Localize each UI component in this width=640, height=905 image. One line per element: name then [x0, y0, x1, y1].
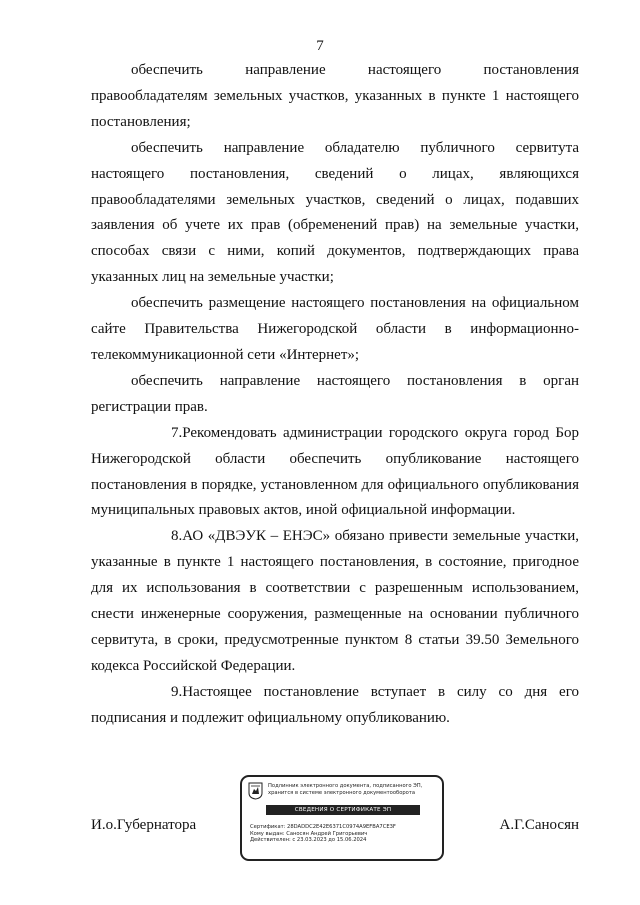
- item-number: 7.: [171, 424, 183, 441]
- paragraph-item-8: [91, 524, 579, 679]
- certificate-details: [250, 824, 440, 844]
- document-body: [91, 58, 579, 732]
- stamp-line: хранится в системе электронного документооборота: [268, 789, 416, 796]
- paragraph-text: обеспечить направление обладателю публичного сервитута настоящего постановления, сведений о лицах, являющихся правообладателями земельных участков, сведений о лицах, подавших заявления об учете их прав (обременений прав) на земельные участки, способах связи с ними, копий документов, подтверждающих права указанных лиц на земельные участки;: [91, 139, 579, 286]
- paragraph-text: обеспечить размещение настоящего постановления на официальном сайте Правительства Нижегородской области в информационно-телекоммуникационной сети «Интернет»;: [91, 295, 579, 363]
- stamp-header: [268, 783, 440, 796]
- electronic-signature-stamp: [240, 775, 444, 861]
- paragraph: [91, 369, 579, 421]
- signatory-title: И.о.Губернатора: [91, 817, 197, 833]
- coat-of-arms-icon: [248, 782, 263, 800]
- paragraph: [91, 291, 579, 369]
- paragraph-text: Рекомендовать администрации городского округа город Бор Нижегородской области обеспечить опубликование настоящего постановления в порядке, установленном для официального опубликования муниципальных правовых актов, иной официальной информации.: [91, 424, 579, 519]
- signatory-name: А.Г.Саносян: [499, 817, 579, 833]
- paragraph-text: обеспечить направление настоящего постановления правообладателям земельных участков, указанных в пункте 1 настоящего постановления;: [91, 62, 579, 130]
- paragraph-text: обеспечить направление настоящего постановления в орган регистрации прав.: [91, 372, 579, 415]
- stamp-heading: СВЕДЕНИЯ О СЕРТИФИКАТЕ ЭП: [266, 805, 420, 815]
- page-number: 7: [316, 38, 324, 54]
- paragraph-text: Настоящее постановление вступает в силу со дня его подписания и подлежит официальному опубликованию.: [91, 683, 579, 726]
- certificate-serial: Сертификат: 28DADDC2E42E6371C0974A9EFBA7CE3F: [250, 824, 396, 830]
- paragraph-text: АО «ДВЭУК – ЕНЭС» обязано привести земельные участки, указанные в пункте 1 настоящего постановления, в состояние, пригодное для их использования в соответствии с разрешенным использованием, снести инженерные сооружения, размещенные на основании публичного сервитута, в сроки, предусмотренные пунктом 8 статьи 39.50 Земельного кодекса Российской Федерации.: [91, 528, 579, 674]
- item-number: 8.: [171, 528, 183, 545]
- item-number: 9.: [171, 683, 183, 700]
- paragraph-item-7: [91, 421, 579, 525]
- paragraph: [91, 58, 579, 136]
- paragraph: [91, 136, 579, 291]
- certificate-validity: Действителен: с 23.03.2023 до 15.06.2024: [250, 837, 367, 844]
- certificate-owner: Кому выдан: Саносян Андрей Григорьевич: [250, 830, 368, 837]
- paragraph-item-9: [91, 680, 579, 732]
- stamp-line: Подлинник электронного документа, подписанного ЭП,: [268, 783, 423, 789]
